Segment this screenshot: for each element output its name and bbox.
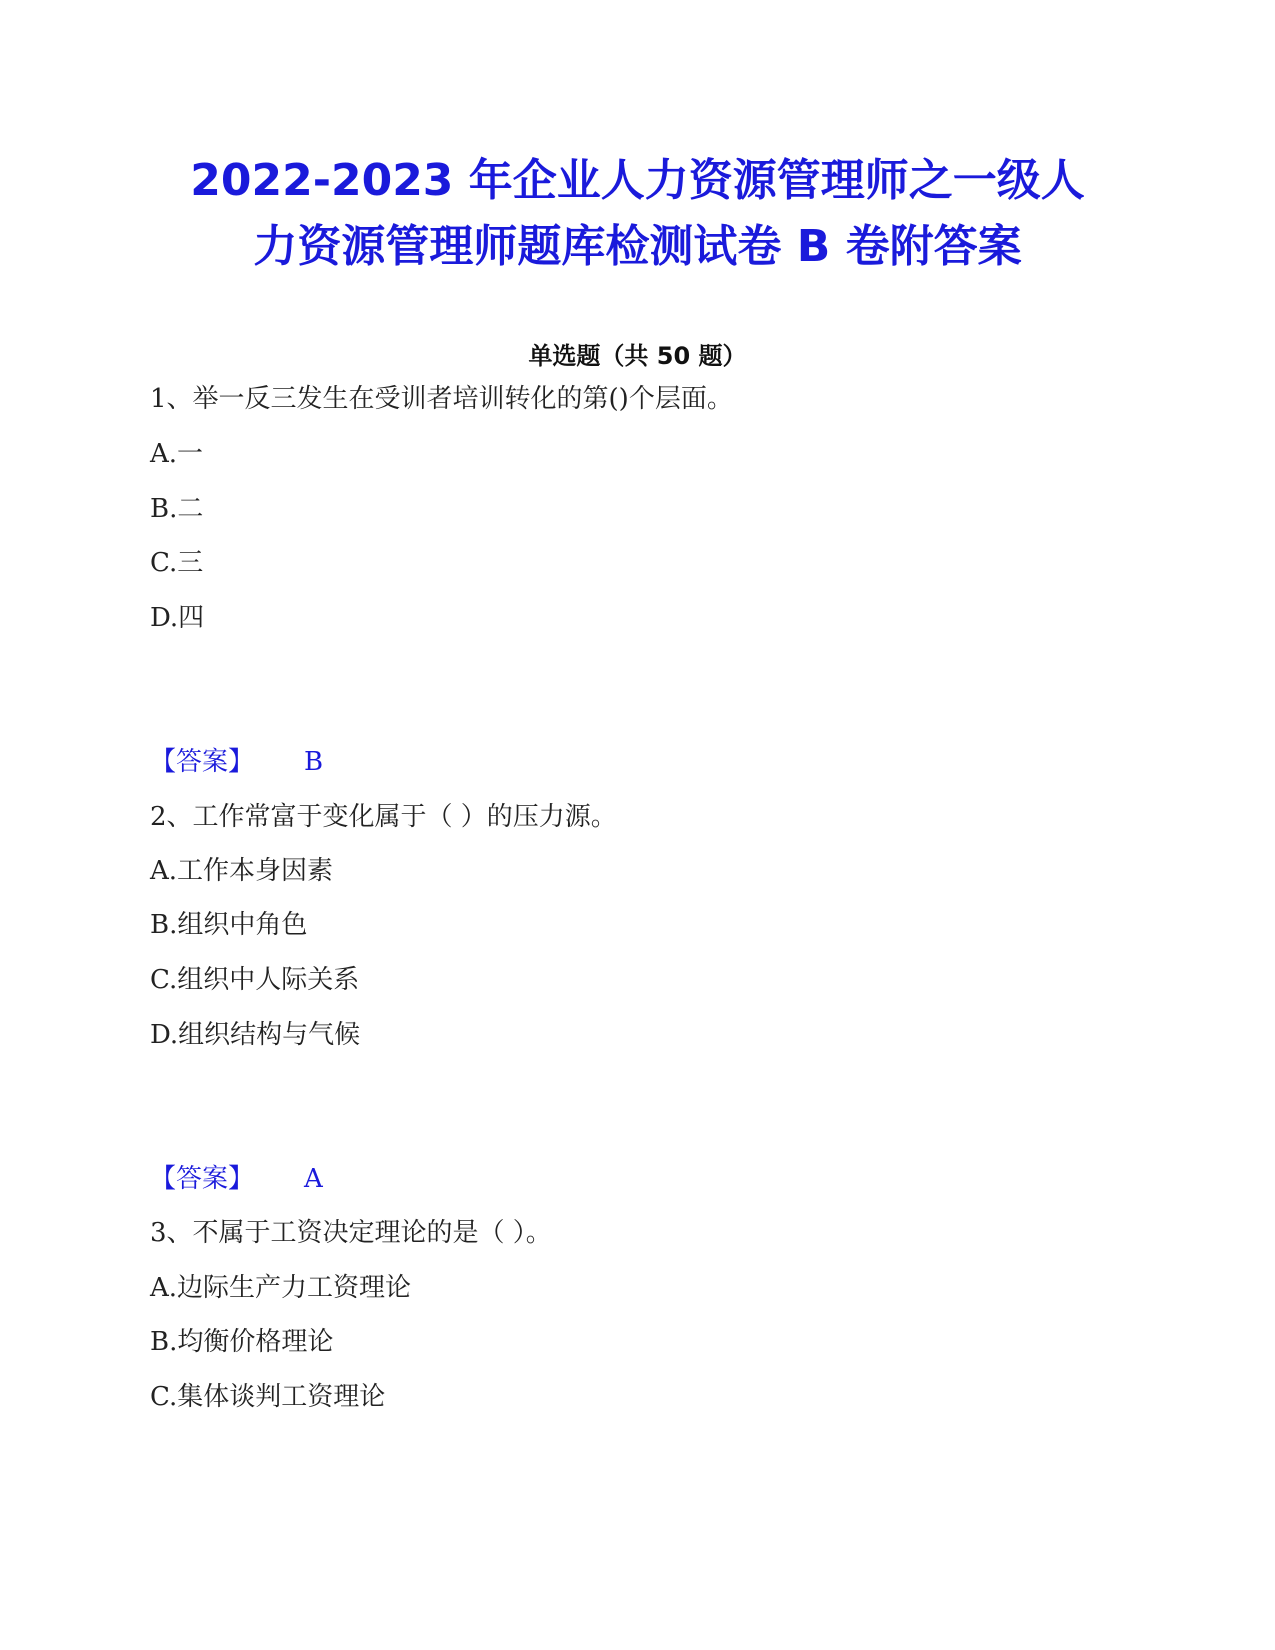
question-1-option-d: D.四 bbox=[150, 603, 205, 633]
question-3-option-c: C.集体谈判工资理论 bbox=[150, 1382, 386, 1412]
question-1-answer bbox=[150, 741, 323, 778]
question-2-option-c: C.组织中人际关系 bbox=[150, 965, 360, 995]
question-3-option-b: B.均衡价格理论 bbox=[150, 1327, 334, 1357]
title-line-1: 2022-2023 年企业人力资源管理师之一级人 bbox=[190, 155, 1085, 206]
title-line-2: 力资源管理师题库检测试卷 B 卷附答案 bbox=[253, 221, 1022, 272]
question-2-option-a: A.工作本身因素 bbox=[150, 856, 334, 886]
answer-value: A bbox=[304, 1164, 323, 1194]
question-2-option-d: D.组织结构与气候 bbox=[150, 1020, 361, 1050]
question-3-stem: 3、不属于工资决定理论的是（ ）。 bbox=[150, 1218, 552, 1248]
question-1-option-c: C.三 bbox=[150, 548, 204, 578]
answer-label: 【答案】 bbox=[150, 747, 255, 777]
question-1-option-b: B.二 bbox=[150, 494, 204, 524]
document-title bbox=[100, 148, 1175, 280]
answer-label: 【答案】 bbox=[150, 1164, 255, 1194]
question-1-option-a: A.一 bbox=[150, 439, 204, 469]
question-2-option-b: B.组织中角色 bbox=[150, 910, 308, 940]
question-2-answer bbox=[150, 1158, 323, 1195]
question-3-option-a: A.边际生产力工资理论 bbox=[150, 1273, 412, 1303]
section-header: 单选题（共 50 题） bbox=[528, 342, 747, 370]
question-2-stem: 2、工作常富于变化属于（ ）的压力源。 bbox=[150, 802, 617, 832]
answer-value: B bbox=[304, 747, 324, 777]
question-1-stem: 1、举一反三发生在受训者培训转化的第()个层面。 bbox=[150, 384, 733, 414]
